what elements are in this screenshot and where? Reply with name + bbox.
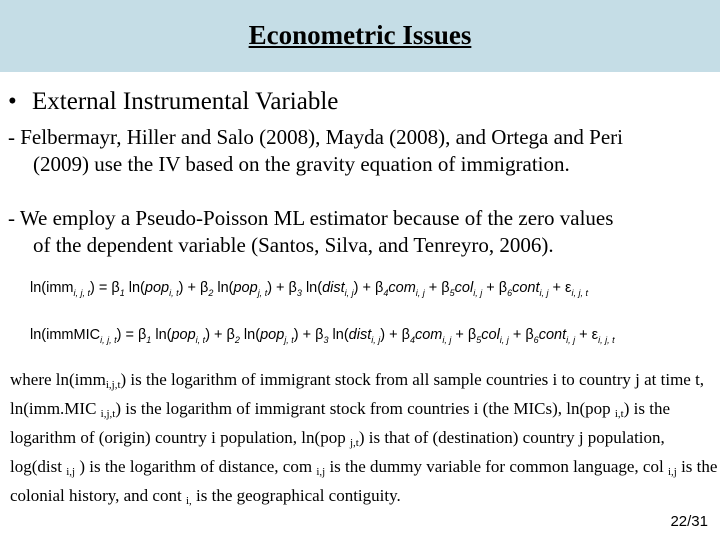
definition-subscript: i,j [66,466,76,478]
variable-definitions [10,368,718,513]
page-number: 22/31 [670,513,708,530]
definition-text: is the colonial history, and cont [10,457,718,505]
definition-subscript: j,t [349,437,359,449]
definition-subscript: i,j,t [105,379,121,391]
equation-lhs: ln(imm [30,280,74,296]
equation-immigration: $\ln(imm_{i, j, t}) = \beta_1$ $\ln(pop_{i, t}) + \beta_2$ $\ln(pop_{j, t}) + \beta_3$ ln(dist$_{i, j}$) + $\beta_4com_{i, j} + \beta_5col_{i, j}$ + $\beta_6cont_{i, j} + \varepsilon_{i, j, t}$ [30,280,589,298]
definition-text: ) is the logarithm of (origin) country i population, ln(pop [10,399,671,447]
paragraph-line: of the dependent variable (Santos, Silva, and Tenreyro, 2006). [33,233,554,257]
equation-immigration-mic: ln(immMIC$_{i, j, t}$) = $\beta_1$ $\ln(pop_{i, t}) + \beta_2$ $\ln(pop_{j, t}) + \beta_3$ ln(dist$_{i, j}$) + $\beta_4com_{i, j} + \beta_5col_{i, j}$ + $\beta_6cont_{i, j} + \varepsilon_{i, j, t}$ [30,327,615,345]
paragraph-ppml [8,205,713,259]
definition-text: is the geographical contiguity. [191,486,401,505]
paragraph-gravity-iv [8,124,713,178]
definition-subscript: i,j [316,466,326,478]
bullet-text: External Instrumental Variable [32,88,339,115]
paragraph-line: - Felbermayr, Hiller and Salo (2008), Mayda (2008), and Ortega and Peri [8,125,623,149]
equation-lhs: ln(immMIC [30,327,101,343]
bullet-point [8,88,338,116]
definition-subscript: i,t [614,408,624,420]
definition-subscript: i, [185,495,192,507]
definition-text: ) is that of (destination) country j population, log(dist [10,428,665,476]
paragraph-line: (2009) use the IV based on the gravity equation of immigration. [33,152,570,176]
definition-subscript: i,j [667,466,677,478]
definition-text: ) is the logarithm of distance, com [75,457,317,476]
definition-text: is the dummy variable for common language, col [325,457,668,476]
slide-title: Econometric Issues [248,20,472,50]
bullet-dot-icon: • [8,88,17,115]
definition-text: where ln(imm [10,370,106,389]
definition-subscript: i,j,t [100,408,116,420]
definition-text: ) is the logarithm of immigrant stock from all sample countries i to country j at time t, ln(imm.MIC [10,370,705,418]
definition-text: ) is the logarithm of immigrant stock from countries i (the MICs), ln(pop [115,399,615,418]
paragraph-line: - We employ a Pseudo-Poisson ML estimator because of the zero values [8,206,614,230]
